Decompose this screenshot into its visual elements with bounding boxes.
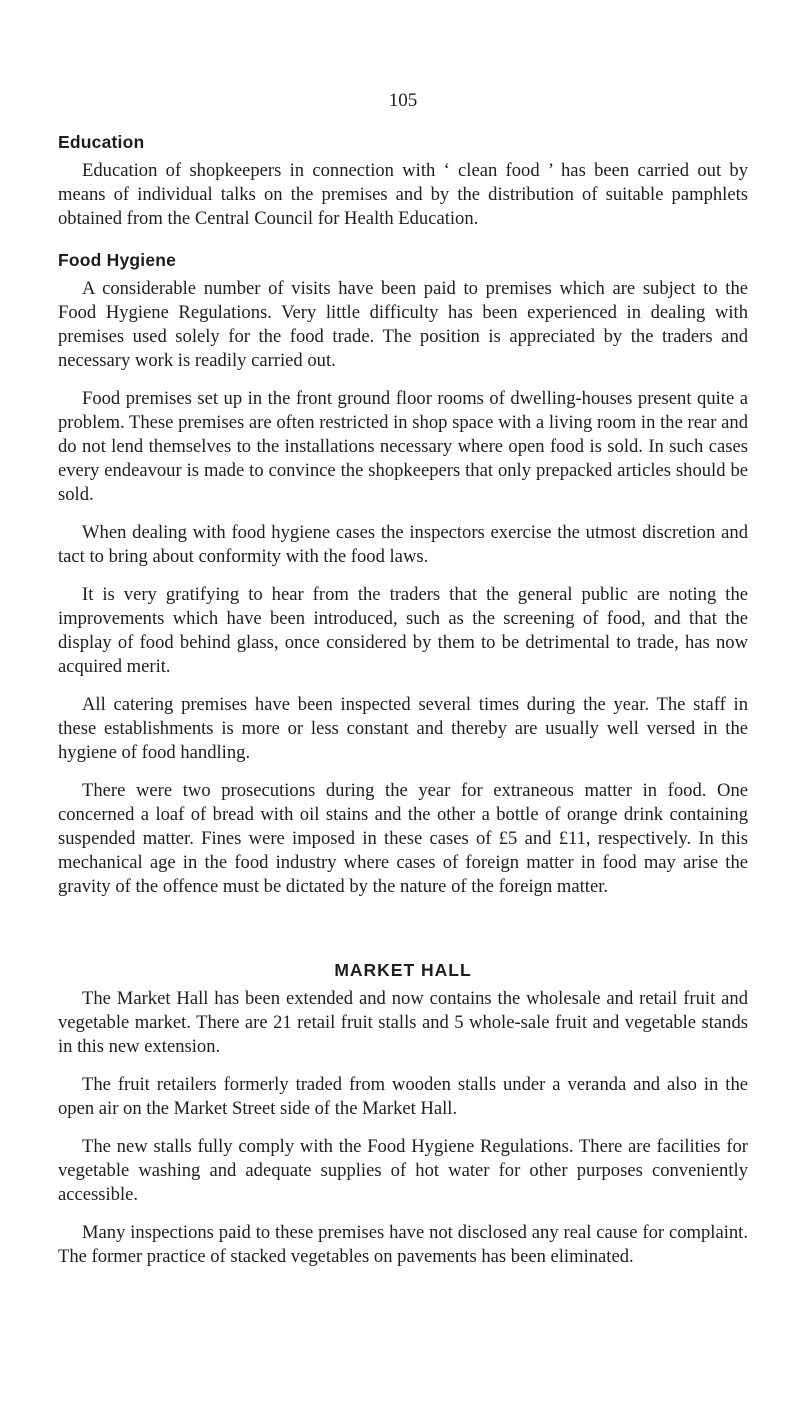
section-heading-market-hall: MARKET HALL <box>334 960 472 980</box>
paragraph: There were two prosecutions during the year for extraneous matter in food. One concerned a loaf of bread with oil stains and the other a bottle of orange drink containing suspended matter. Fines were imposed in these cases of £5 and £11, respectively. In this mechanical age in the food industry where cases of foreign matter in food may arise the gravity of the offence must be dictated by the nature of the foreign matter. <box>58 780 748 897</box>
section-heading-food-hygiene: Food Hygiene <box>58 250 177 270</box>
paragraph: It is very gratifying to hear from the traders that the general public are noting the improvements which have been introduced, such as the screening of food, and that the display of food behind glass, once considered by them to be detrimental to trade, has now acquired merit. <box>58 584 748 677</box>
paragraph: Many inspections paid to these premises have not disclosed any real cause for complaint. The former practice of stacked vegetables on pavements has been eliminated. <box>58 1222 748 1267</box>
paragraph: A considerable number of visits have been paid to premises which are subject to the Food Hygiene Regulations. Very little difficulty has been experienced in dealing with premises used solely for the food trade. The position is appreciated by the traders and necessary work is readily carried out. <box>58 278 748 371</box>
page-number: 105 <box>388 90 418 111</box>
paragraph: All catering premises have been inspected several times during the year. The staff in these establishments is more or less constant and thereby are usually well versed in the hygiene of food handling. <box>58 694 748 763</box>
section-education <box>58 132 748 231</box>
paragraph: When dealing with food hygiene cases the inspectors exercise the utmost discretion and tact to bring about conformity with the food laws. <box>58 522 748 567</box>
paragraph: The Market Hall has been extended and now contains the wholesale and retail fruit and vegetable market. There are 21 retail fruit stalls and 5 whole-sale fruit and vegetable stands in this new extension. <box>58 988 748 1057</box>
section-heading-education: Education <box>58 132 145 152</box>
paragraph: Food premises set up in the front ground floor rooms of dwelling-houses present quite a problem. These premises are often restricted in shop space with a living room in the rear and do not lend themselves to the installations necessary where open food is sold. In such cases every endeavour is made to convince the shopkeepers that only prepacked articles should be sold. <box>58 388 748 505</box>
section-food-hygiene <box>58 250 748 899</box>
section-market-hall <box>58 960 748 1269</box>
paragraph: The new stalls fully comply with the Food Hygiene Regulations. There are facilities for vegetable washing and adequate supplies of hot water for other purposes conveniently accessible. <box>58 1136 748 1205</box>
paragraph: The fruit retailers formerly traded from wooden stalls under a veranda and also in the open air on the Market Street side of the Market Hall. <box>58 1074 748 1119</box>
paragraph: Education of shopkeepers in connection with ‘ clean food ’ has been carried out by means of individual talks on the premises and by the distribution of suitable pamphlets obtained from the Central Council for Health Education. <box>58 160 748 229</box>
